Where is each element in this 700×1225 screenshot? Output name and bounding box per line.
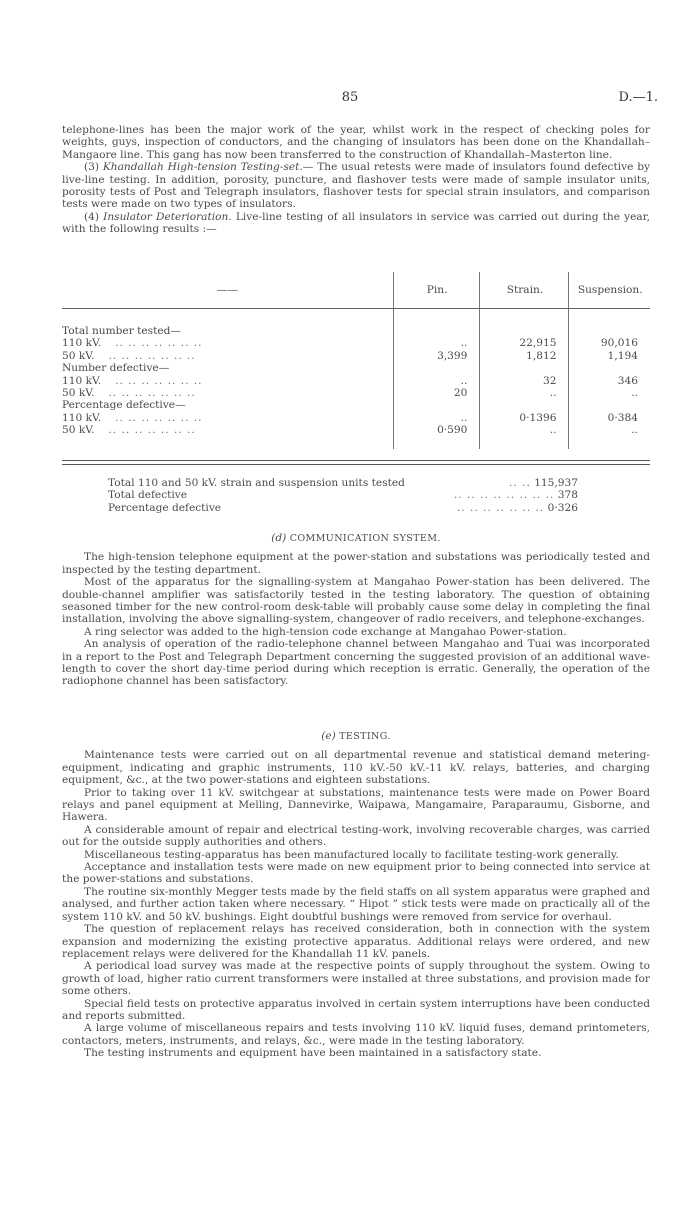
cell-pin: 20 (393, 387, 480, 399)
section-paragraph: A ring selector was added to the high-tension code exchange at Mangahao Power-station. (84, 625, 567, 638)
row-label: Number defective— (62, 362, 170, 375)
section-paragraph: Miscellaneous testing-apparatus has been manufactured locally to facilitate testing-work generally. (84, 848, 619, 861)
table-header-label: —— (62, 272, 393, 309)
cell-strain: .. (480, 387, 569, 399)
section-paragraph: A large volume of miscellaneous repairs and tests involving 110 kV. liquid fuses, demand printometers, contactors, meters, instruments, and relays, &c., were made in the testing laboratory. (62, 1022, 650, 1047)
section-paragraph: The question of replacement relays has received consideration, both in connection with the system expansion and modernizing the existing protective apparatus. Additional relays were ordered, and new replacement relays were delivered for the Khandallah 11 kV. panels. (62, 923, 650, 960)
table-row (62, 362, 650, 374)
section-paragraph: Acceptance and installation tests were made on new equipment prior to being connected into service at the power-stations and substations. (62, 861, 650, 886)
cell-pin (393, 399, 480, 411)
section-communication (62, 532, 650, 688)
totals-block (108, 477, 578, 514)
table-row (62, 399, 650, 411)
section-paragraph: A periodical load survey was made at the respective points of supply throughout the system. Owing to growth of load, higher ratio current transformers were installed at three substations, and provision made for some others. (62, 960, 650, 998)
table-row (62, 387, 650, 399)
row-label: 110 kV. .. .. .. .. .. .. .. (62, 411, 203, 424)
paragraph-body: Live-line testing of all insulators in service was carried out during the year, with the following results :— (62, 210, 650, 236)
section-paragraph: Prior to taking over 11 kV. switchgear at substations, maintenance tests were made on Power Board relays and panel equipment at Melling, Dannevirke, Waipawa, Mangamaire, Paraparaumu, Gisborne, and Hawera. (62, 786, 650, 824)
section-paragraph: A considerable amount of repair and electrical testing-work, involving recoverable charges, was carried out for the outside supply authorities and others. (62, 823, 650, 849)
table-row (62, 325, 650, 337)
table-bottom-rule (62, 460, 650, 465)
table-header-pin: Pin. (393, 272, 480, 309)
paragraph-number: (4) (84, 210, 100, 223)
totals-row: Total defective .. .. .. .. .. .. .. .. 378 (108, 489, 578, 502)
row-label: 50 kV. .. .. .. .. .. .. .. (62, 387, 196, 400)
table-row (62, 424, 650, 436)
cell-strain (480, 325, 569, 337)
row-label: 110 kV. .. .. .. .. .. .. .. (62, 337, 203, 350)
cell-strain: 32 (480, 375, 569, 387)
totals-row: Total 110 and 50 kV. strain and suspension units tested .. .. 115,937 (108, 477, 578, 489)
section-heading: (d) COMMUNICATION SYSTEM. (271, 532, 441, 544)
cell-suspension (569, 362, 650, 374)
intro-paragraph-2 (62, 161, 650, 211)
page-number: 85 (341, 90, 359, 105)
cell-pin: .. (393, 412, 480, 424)
cell-pin: 0·590 (393, 424, 480, 436)
cell-strain: 0·1396 (480, 412, 569, 424)
insulator-results-table (62, 272, 650, 449)
row-label: 50 kV. .. .. .. .. .. .. .. (62, 424, 196, 437)
cell-strain (480, 399, 569, 411)
cell-suspension: 90,016 (569, 337, 650, 349)
section-paragraph: The high-tension telephone equipment at the power-station and substations was periodically tested and inspected by the testing department. (62, 551, 650, 576)
row-label: 50 kV. .. .. .. .. .. .. .. (62, 349, 196, 362)
table-row (62, 412, 650, 424)
intro-paragraph-3 (62, 211, 650, 236)
section-paragraph: Special field tests on protective apparatus involved in certain system interruptions have been conducted and reports submitted. (62, 997, 650, 1022)
cell-suspension (569, 325, 650, 337)
table-row (62, 375, 650, 387)
cell-strain: 1,812 (480, 350, 569, 362)
cell-strain: .. (480, 424, 569, 436)
table-header-strain: Strain. (480, 272, 569, 309)
cell-pin (393, 362, 480, 374)
table-header-row (62, 272, 650, 309)
cell-strain: 22,915 (480, 337, 569, 349)
table-row (62, 350, 650, 362)
paragraph-body: — The usual retests were made of insulators found defective by live-line testing. In addition, porosity, puncture, and flashover tests were made of sample insulator units, porosity tests of Post and Telegraph insulators, flashover tests for special strain insulators, and comparison tests were made on two types of insulators. (62, 161, 650, 211)
section-paragraph: An analysis of operation of the radio-telephone channel between Mangahao and Tuai was incorporated in a report to the Post and Telegraph Department concerning the suggested provision of an additional wave-length to cover the short day-time period during which reception is erratic. Generally, the operation of the radiophone channel has been satisfactory. (62, 638, 650, 688)
section-paragraph: The routine six-monthly Megger tests made by the field staffs on all system apparatus were graphed and analysed, and further action taken where necessary. “ Hipot ” stick tests were made on practically all of the system 110 kV. and 50 kV. bushings. Eight doubtful bushings were removed from service for overhaul. (62, 885, 650, 923)
section-paragraph: Most of the apparatus for the signalling-system at Mangahao Power-station has been delivered. The double-channel amplifier was satisfactorily tested in the testing laboratory. The question of obtaining seasoned timber for the new control-room desk-table will probably cause some delay in completing the final installation, involving the above signalling-system, changeover of radio receivers, and telephone-exchanges. (62, 576, 650, 626)
section-paragraph: Maintenance tests were carried out on all departmental revenue and statistical demand metering-equipment, indicating and graphic instruments, 110 kV.-50 kV.-11 kV. relays, batteries, and charging equipment, &c., at the two power-stations and eighteen substations. (62, 749, 650, 787)
totals-row: Percentage defective .. .. .. .. .. .. .. 0·326 (108, 501, 578, 514)
cell-pin: .. (393, 337, 480, 349)
cell-pin (393, 325, 480, 337)
row-label: 110 kV. .. .. .. .. .. .. .. (62, 374, 203, 387)
cell-suspension: 346 (569, 375, 650, 387)
cell-pin: .. (393, 375, 480, 387)
cell-strain (480, 362, 569, 374)
row-label: Percentage defective— (62, 399, 186, 412)
cell-suspension: .. (569, 424, 650, 436)
paragraph-title: Khandallah High-tension Testing-set. (102, 161, 303, 174)
table-header-suspension: Suspension. (569, 272, 650, 309)
section-paragraph: The testing instruments and equipment have been maintained in a satisfactory state. (84, 1047, 542, 1060)
cell-suspension (569, 399, 650, 411)
paragraph-number: (3) (84, 161, 100, 174)
cell-suspension: 0·384 (569, 412, 650, 424)
document-reference: D.—1. (618, 90, 658, 105)
row-label: Total number tested— (62, 325, 181, 337)
paragraph-title: Insulator Deterioration. (103, 210, 232, 223)
cell-suspension: .. (569, 387, 650, 399)
cell-suspension: 1,194 (569, 350, 650, 362)
section-testing (62, 730, 650, 1060)
table-row (62, 337, 650, 349)
section-heading: (e) TESTING. (321, 730, 391, 742)
intro-text (62, 124, 650, 236)
cell-pin: 3,399 (393, 350, 480, 362)
intro-paragraph-1: telephone-lines has been the major work of the year, whilst work in the respect of checking poles for weights, guys, inspection of conductors, and the changing of insulators has been done on the Khandallah–Mangaore line. This gang has now been transferred to the construction of Khandallah–Masterton line. (62, 124, 650, 161)
